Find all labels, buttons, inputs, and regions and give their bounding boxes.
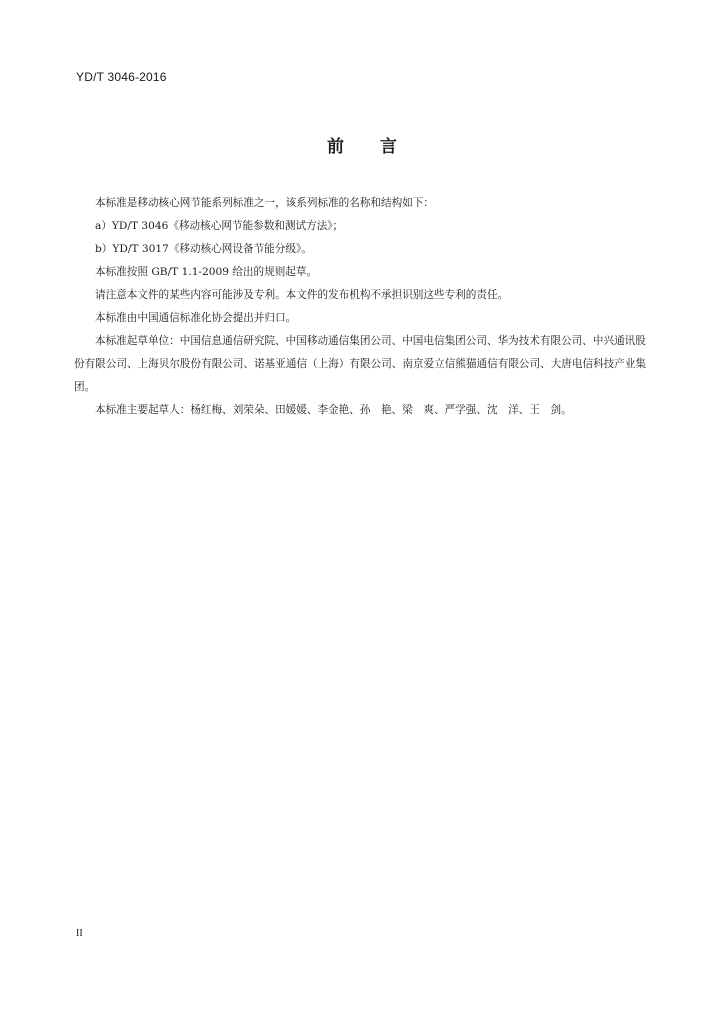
page-number: II xyxy=(76,928,83,939)
paragraph-drafting-rules: 本标准按照 GB/T 1.1-2009 给出的规则起草。 xyxy=(95,266,318,278)
foreword-body xyxy=(74,192,652,422)
paragraph-item-b: b）YD/T 3017《移动核心网设备节能分级》。 xyxy=(95,243,312,255)
document-code: YD/T 3046-2016 xyxy=(76,70,167,84)
paragraph-item-a: a）YD/T 3046《移动核心网节能参数和测试方法》； xyxy=(95,220,344,232)
page-title: 前言 xyxy=(327,137,433,157)
paragraph-series-intro: 本标准是移动核心网节能系列标准之一，该系列标准的名称和结构如下： xyxy=(95,197,434,209)
paragraph-drafting-units: 本标准起草单位：中国信息通信研究院、中国移动通信集团公司、中国电信集团公司、华为技术有限公司、中兴通讯股份有限公司、上海贝尔股份有限公司、诺基亚通信（上海）有限公司、南京爱立信熊猫通信有限公司、大唐电信科技产业集团。 xyxy=(74,335,647,393)
paragraph-drafters: 本标准主要起草人：杨红梅、刘荣朵、田媛媛、李金艳、孙 艳、梁 爽、严学强、沈 洋、王 剑。 xyxy=(95,404,572,416)
paragraph-patent-notice: 请注意本文件的某些内容可能涉及专利。本文件的发布机构不承担识别这些专利的责任。 xyxy=(95,289,509,301)
paragraph-proposer: 本标准由中国通信标准化协会提出并归口。 xyxy=(95,312,297,324)
